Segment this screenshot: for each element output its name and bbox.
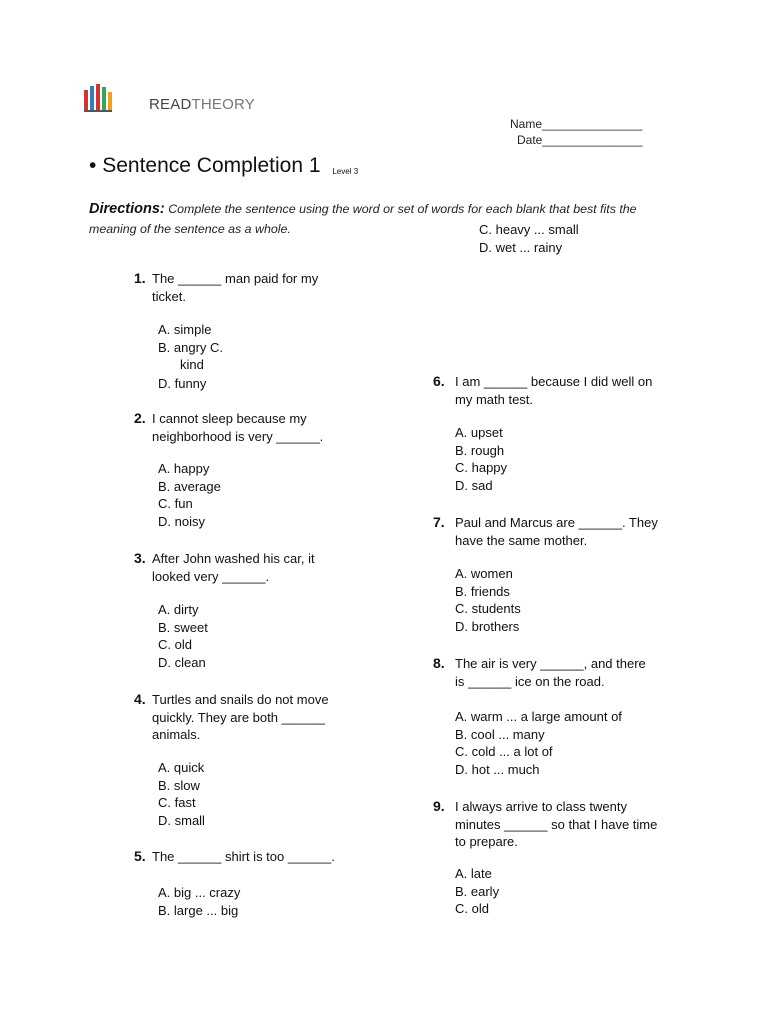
question-6 (433, 373, 658, 408)
question-number: 1. (134, 270, 146, 286)
option-a: A. big ... crazy (158, 885, 241, 900)
name-field-label: Name_______________ (510, 117, 643, 131)
option-c: C. fast (158, 795, 196, 810)
question-5-options (158, 884, 240, 919)
option: D. wet ... rainy (479, 239, 563, 255)
option-a: A. upset (455, 425, 503, 440)
option-a: A. dirty (158, 602, 199, 617)
option-a: A. warm ... a large amount of (455, 709, 622, 724)
option-c: kind (180, 357, 204, 372)
question-7-options (455, 565, 521, 635)
option-a: A. women (455, 566, 513, 581)
question-text: I always arrive to class twenty minutes ______ so that I have time to prepare. (455, 799, 658, 849)
question-3-options (158, 601, 208, 671)
question-number: 2. (134, 410, 146, 426)
option-b: B. cool ... many (455, 726, 545, 742)
question-3 (134, 550, 344, 585)
question-2-options (158, 460, 221, 530)
carryover-options (479, 221, 579, 256)
option-d: D. clean (158, 654, 206, 670)
option-b: B. large ... big (158, 902, 239, 918)
question-number: 6. (433, 373, 445, 389)
question-5 (134, 848, 374, 866)
option-a: A. simple (158, 322, 212, 337)
option-d: D. brothers (455, 618, 520, 634)
option-d: D. noisy (158, 513, 205, 529)
question-number: 7. (433, 514, 445, 530)
option-c: C. happy (455, 460, 508, 475)
option-a: A. late (455, 866, 492, 881)
page-title (89, 154, 358, 178)
option-c: C. students (455, 601, 521, 616)
option-b: B. early (455, 883, 500, 899)
question-text: Turtles and snails do not move quickly. They are both ______ animals. (152, 692, 329, 742)
question-number: 9. (433, 798, 445, 814)
option-a: A. happy (158, 461, 210, 476)
option: C. heavy ... small (479, 222, 579, 237)
question-8-options (455, 708, 622, 778)
option-c: C. old (455, 901, 489, 916)
date-field-label: Date_______________ (517, 133, 643, 147)
question-9-options (455, 865, 499, 918)
option-d: D. hot ... much (455, 761, 540, 777)
question-7 (433, 514, 658, 549)
question-text: The ______ shirt is too ______. (152, 849, 335, 864)
question-4 (134, 691, 359, 744)
directions-label: Directions: (89, 201, 165, 217)
question-1 (134, 270, 344, 305)
question-text: I am ______ because I did well on my math test. (455, 374, 653, 407)
question-2 (134, 410, 344, 445)
option-d: D. sad (455, 477, 493, 493)
option-b: B. friends (455, 583, 510, 599)
option-d: D. funny (158, 375, 207, 391)
brand-light: THEORY (191, 96, 255, 113)
question-number: 5. (134, 848, 146, 864)
readtheory-logo-icon (84, 84, 118, 112)
question-9 (433, 798, 658, 851)
option-c: C. cold ... a lot of (455, 744, 553, 759)
question-number: 8. (433, 655, 445, 671)
question-number: 3. (134, 550, 146, 566)
option-d: D. small (158, 812, 205, 828)
option-b: B. rough (455, 442, 505, 458)
directions-text: Complete the sentence using the word or set of words for each blank that best fits the meaning of the sentence as a whole. (89, 202, 637, 236)
question-4-options (158, 759, 205, 829)
question-1-options (158, 321, 223, 392)
question-text: After John washed his car, it looked very ______. (152, 551, 315, 584)
option-b: B. average (158, 478, 221, 494)
title-bullet: • (89, 154, 97, 177)
question-text: Paul and Marcus are ______. They have the same mother. (455, 515, 658, 548)
title-text: Sentence Completion 1 (102, 154, 321, 177)
question-number: 4. (134, 691, 146, 707)
option-b: B. angry C. (158, 339, 224, 355)
brand-bold: READ (149, 96, 192, 113)
option-b: B. slow (158, 777, 200, 793)
option-c: C. old (158, 637, 192, 652)
brand-name (149, 96, 255, 113)
option-c: C. fun (158, 496, 193, 511)
question-8 (433, 655, 658, 690)
option-a: A. quick (158, 760, 205, 775)
question-text: I cannot sleep because my neighborhood is very ______. (152, 411, 324, 444)
question-6-options (455, 424, 507, 494)
question-text: The air is very ______, and there is ______ ice on the road. (455, 656, 646, 689)
question-text: The ______ man paid for my ticket. (152, 271, 319, 304)
option-b: B. sweet (158, 619, 208, 635)
level-label: Level 3 (332, 167, 359, 176)
